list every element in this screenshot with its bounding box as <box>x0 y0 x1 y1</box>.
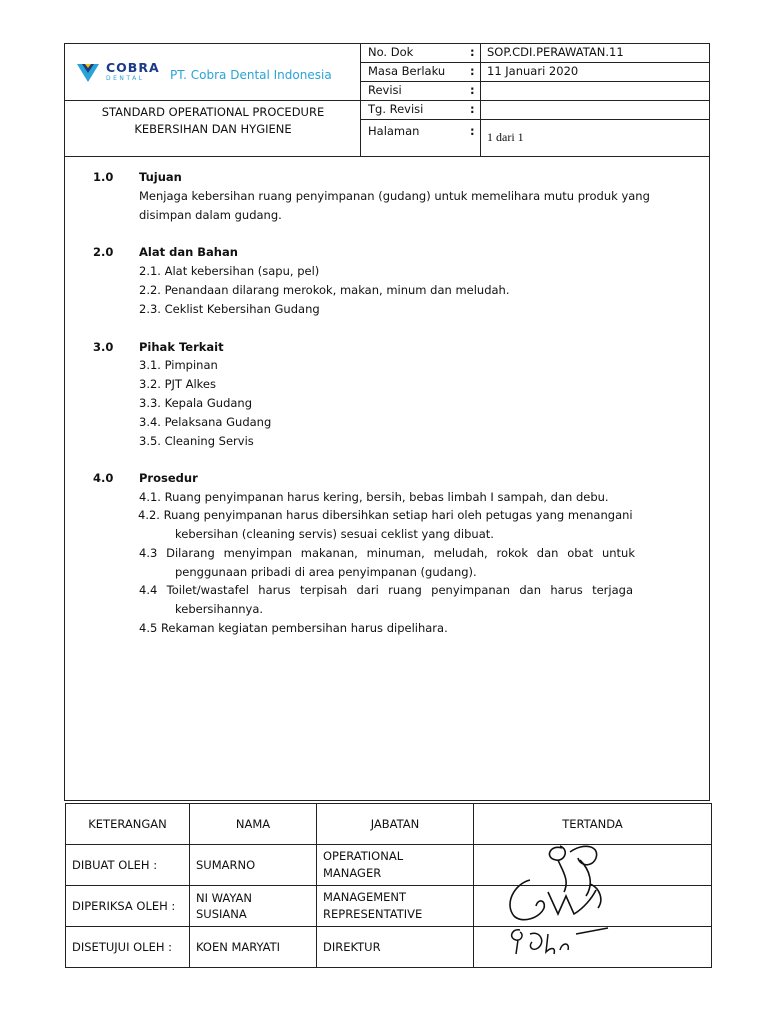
signature-3-icon <box>490 920 620 960</box>
cell-keterangan: DIBUAT OLEH : <box>66 845 190 886</box>
prosedur-item-4-4-cont: kebersihannya. <box>175 602 264 616</box>
list-item: 3.1. Pimpinan <box>139 358 218 372</box>
prosedur-item-4-2: 4.2. Ruang penyimpanan harus dibersihkan setiap hari oleh petugas yang menangani <box>138 508 633 522</box>
list-item: 2.3. Ceklist Kebersihan Gudang <box>139 302 320 316</box>
prosedur-item-4-3-cont: penggunaan pribadi di area penyimpanan (gudang). <box>175 565 477 579</box>
list-item: 2.1. Alat kebersihan (sapu, pel) <box>139 264 320 278</box>
meta-label-tg-revisi: Tg. Revisi <box>368 102 424 116</box>
cell-jabatan: MANAGEMENT REPRESENTATIVE <box>317 886 474 927</box>
cell-nama: KOEN MARYATI <box>190 927 317 968</box>
meta-colon: : <box>470 124 475 138</box>
section-number: 2.0 <box>93 245 114 259</box>
logo-brand: COBRA <box>106 60 160 76</box>
cobra-logo-icon <box>76 60 100 84</box>
section-number: 1.0 <box>93 170 114 184</box>
meta-colon: : <box>470 64 475 78</box>
prosedur-item-4-3: 4.3 Dilarang menyimpan makanan, minuman, meludah, rokok dan obat untuk <box>139 546 635 560</box>
prosedur-item-4-4: 4.4 Toilet/wastafel harus terpisah dari ruang penyimpanan dan harus terjaga <box>139 583 633 597</box>
meta-row-line <box>360 100 710 101</box>
meta-label-no-dok: No. Dok <box>368 45 414 59</box>
section-title-prosedur: Prosedur <box>139 471 198 485</box>
table-header-tertanda: TERTANDA <box>474 804 712 845</box>
cell-keterangan: DIPERIKSA OLEH : <box>66 886 190 927</box>
prosedur-item-4-1: 4.1. Ruang penyimpanan harus kering, bersih, bebas limbah I sampah, dan debu. <box>139 490 609 504</box>
list-item: 3.3. Kepala Gudang <box>139 396 253 410</box>
prosedur-item-4-5: 4.5 Rekaman kegiatan pembersihan harus dipelihara. <box>139 621 448 635</box>
section-title-pihak-terkait: Pihak Terkait <box>139 340 224 354</box>
meta-row-line <box>360 62 710 63</box>
meta-label-revisi: Revisi <box>368 83 402 97</box>
meta-value-masa-berlaku: 11 Januari 2020 <box>487 64 579 78</box>
table-header-nama: NAMA <box>190 804 317 845</box>
section-number: 3.0 <box>93 340 114 354</box>
list-item: 3.4. Pelaksana Gudang <box>139 415 272 429</box>
list-item: 3.2. PJT Alkes <box>139 377 216 391</box>
cell-keterangan: DISETUJUI OLEH : <box>66 927 190 968</box>
company-logo <box>76 60 160 84</box>
table-header-jabatan: JABATAN <box>317 804 474 845</box>
meta-row-line <box>360 81 710 82</box>
section-number: 4.0 <box>93 471 114 485</box>
tujuan-text-line-2: disimpan dalam gudang. <box>139 208 282 222</box>
cell-nama: NI WAYAN SUSIANA <box>190 886 317 927</box>
cell-jabatan: OPERATIONAL MANAGER <box>317 845 474 886</box>
header-divider-horizontal <box>64 100 360 101</box>
prosedur-item-4-2-cont: kebersihan (cleaning servis) sesuai ceklist yang dibuat. <box>175 527 494 541</box>
section-title-alat-bahan: Alat dan Bahan <box>139 245 238 259</box>
header-bottom-line <box>64 156 710 157</box>
title-line-1: STANDARD OPERATIONAL PROCEDURE <box>101 105 325 119</box>
cell-jabatan: DIREKTUR <box>317 927 474 968</box>
list-item: 2.2. Penandaan dilarang merokok, makan, minum dan meludah. <box>139 283 510 297</box>
meta-value-halaman: 1 dari 1 <box>487 130 524 144</box>
meta-value-no-dok: SOP.CDI.PERAWATAN.11 <box>487 45 624 59</box>
meta-label-halaman: Halaman <box>368 124 420 138</box>
company-name: PT. Cobra Dental Indonesia <box>170 68 332 82</box>
meta-label-masa-berlaku: Masa Berlaku <box>368 64 446 78</box>
meta-colon: : <box>470 83 475 97</box>
cell-nama: SUMARNO <box>190 845 317 886</box>
meta-colon: : <box>470 102 475 116</box>
document-title <box>66 104 360 138</box>
table-row <box>66 804 712 845</box>
table-header-keterangan: KETERANGAN <box>66 804 190 845</box>
title-line-2: KEBERSIHAN DAN HYGIENE <box>134 122 292 136</box>
meta-colon: : <box>470 45 475 59</box>
meta-row-line <box>360 119 710 120</box>
logo-sub: DENTAL <box>106 74 145 82</box>
tujuan-text-line-1: Menjaga kebersihan ruang penyimpanan (gudang) untuk memelihara mutu produk yang <box>139 189 650 203</box>
section-title-tujuan: Tujuan <box>139 170 182 184</box>
list-item: 3.5. Cleaning Servis <box>139 434 254 448</box>
